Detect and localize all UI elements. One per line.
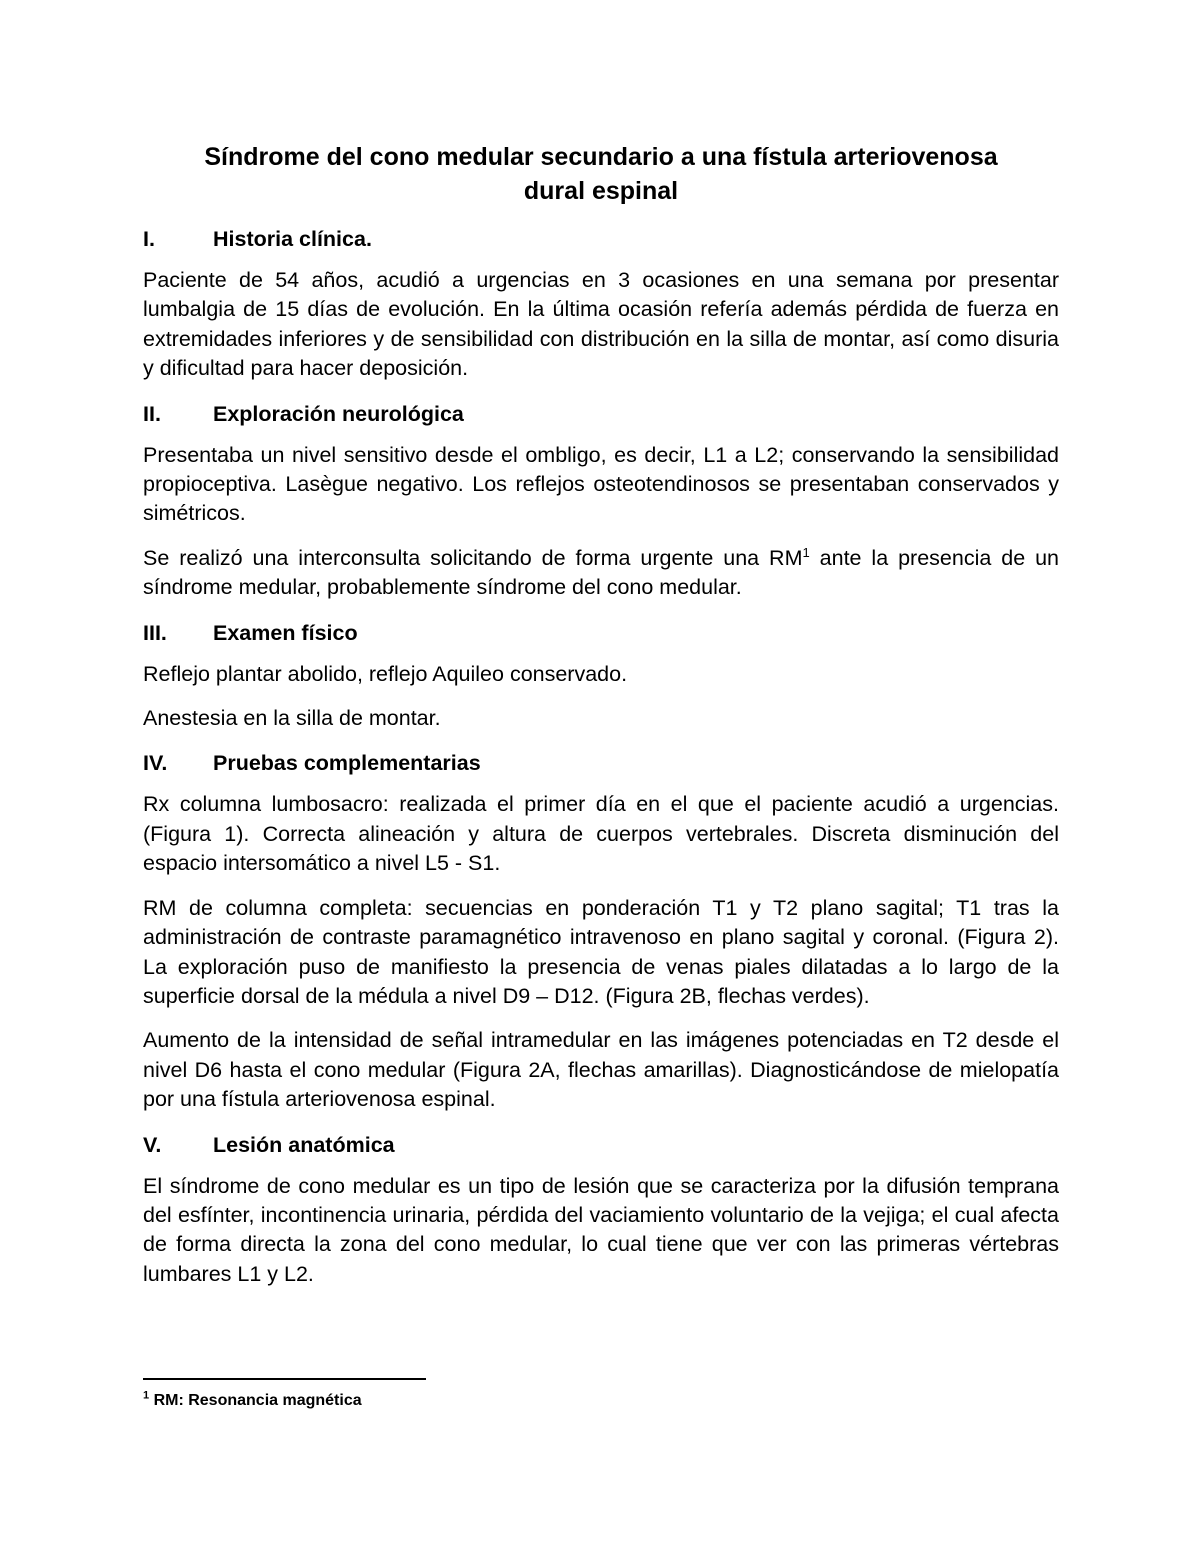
- section-title: Examen físico: [213, 620, 358, 645]
- title-line-2: dural espinal: [523, 177, 679, 205]
- paragraph-with-footnote: [143, 544, 1059, 603]
- footnote-reference: 1: [802, 544, 810, 560]
- section-heading-historia: [143, 224, 1059, 254]
- paragraph: Rx columna lumbosacro: realizada el primer día en el que el paciente acudió a urgencias. (Figura 1). Correcta alineación y altura de cuerpos vertebrales. Discreta disminución del espacio intersomático a nivel L5 - S1.: [143, 792, 1059, 876]
- paragraph: RM de columna completa: secuencias en ponderación T1 y T2 plano sagital; T1 tras la administración de contraste paramagnético intravenoso en plano sagital y coronal. (Figura 2). La exploración puso de manifiesto la presencia de venas piales dilatadas a lo largo de la superficie dorsal de la médula a nivel D9 – D12. (Figura 2B, flechas verdes).: [143, 895, 1059, 1008]
- paragraph: Aumento de la intensidad de señal intramedular en las imágenes potenciadas en T2 desde el nivel D6 hasta el cono medular (Figura 2A, flechas amarillas). Diagnosticándose de mielopatía por una fístula arteriovenosa espinal.: [143, 1028, 1059, 1112]
- section-number: II.: [143, 401, 161, 426]
- paragraph: Presentaba un nivel sensitivo desde el ombligo, es decir, L1 a L2; conservando la sensibilidad propioceptiva. Lasègue negativo. Los reflejos osteotendinosos se presentaban conservados y simétricos.: [143, 442, 1059, 526]
- section-title: Lesión anatómica: [213, 1132, 395, 1157]
- footnote-text: RM: Resonancia magnética: [149, 1392, 362, 1409]
- section-heading-examen: [143, 618, 1059, 648]
- section-number: IV.: [143, 751, 168, 776]
- footnote: [143, 1390, 362, 1412]
- document-title: [143, 140, 1059, 208]
- section-heading-exploracion: [143, 399, 1059, 429]
- footnote-marker: 1: [143, 1389, 150, 1402]
- paragraph: El síndrome de cono medular es un tipo de lesión que se caracteriza por la difusión temprana del esfínter, incontinencia urinaria, pérdida del vaciamiento voluntario de la vejiga; el cual afecta de forma directa la zona del cono medular, lo cual tiene que ver con las primeras vértebras lumbares L1 y L2.: [143, 1173, 1059, 1286]
- section-heading-lesion: [143, 1130, 1059, 1160]
- section-title: Historia clínica.: [213, 227, 372, 251]
- section-number: I.: [143, 227, 155, 251]
- title-line-1: Síndrome del cono medular secundario a una fístula arteriovenosa: [204, 143, 998, 171]
- section-heading-pruebas: [143, 748, 1059, 778]
- paragraph: Reflejo plantar abolido, reflejo Aquileo conservado.: [143, 661, 628, 686]
- paragraph: Anestesia en la silla de montar.: [143, 706, 441, 731]
- paragraph-text: ante la presencia de un síndrome medular, probablemente síndrome del cono medular.: [143, 545, 1060, 600]
- section-title: Exploración neurológica: [213, 401, 464, 426]
- paragraph-text: Se realizó una interconsulta solicitando de forma urgente una RM: [143, 545, 803, 570]
- footnote-separator: [143, 1378, 426, 1380]
- document-page: [143, 140, 1059, 1304]
- section-number: III.: [143, 620, 167, 645]
- section-number: V.: [143, 1132, 162, 1157]
- section-title: Pruebas complementarias: [213, 751, 481, 776]
- paragraph: Paciente de 54 años, acudió a urgencias en 3 ocasiones en una semana por presentar lumbalgia de 15 días de evolución. En la última ocasión refería además pérdida de fuerza en extremidades inferiores y de sensibilidad con distribución en la silla de montar, así como disuria y dificultad para hacer deposición.: [143, 268, 1059, 381]
